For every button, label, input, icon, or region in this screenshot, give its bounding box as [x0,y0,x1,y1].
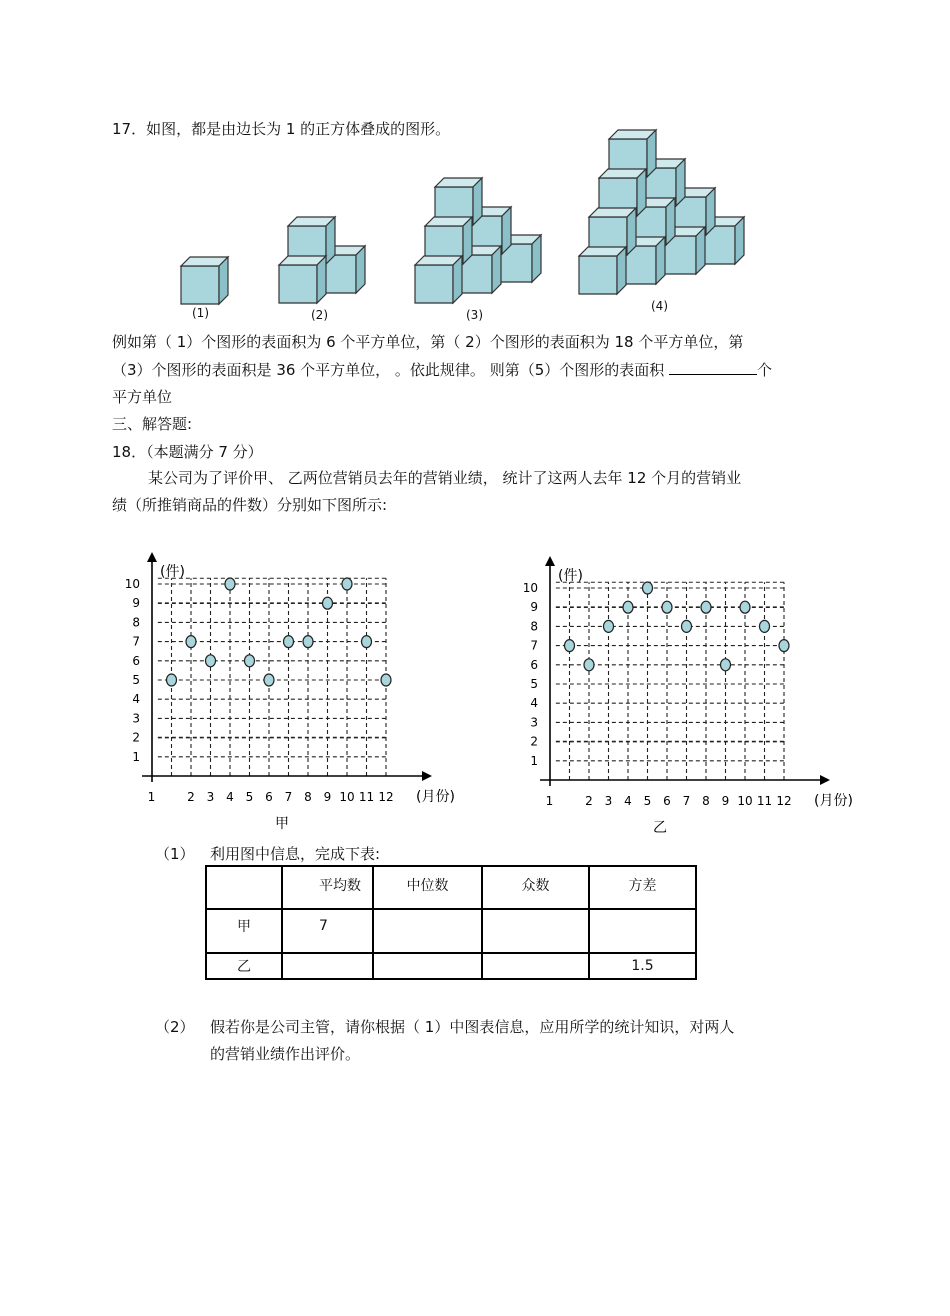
x-tick-label: 5 [245,790,254,804]
part2-number: （2） [155,1018,195,1036]
data-point [643,582,653,594]
y-tick-label: 6 [132,653,140,668]
q17-line1: 例如第（ 1）个图形的表面积为 6 个平方单位，第（ 2）个图形的表面积为 18 个平方单位，第 [112,333,744,351]
x-tick-label: 6 [265,790,273,804]
x-tick-label: 2 [187,790,195,804]
header-mode: 众数 [482,866,589,909]
x-tick-label: 7 [284,790,293,804]
x-tick-label: 10 [737,794,753,808]
chart-title: 乙 [653,820,667,836]
x-tick-label: 4 [624,794,632,808]
data-point [760,620,770,632]
y-tick-label: 6 [530,657,538,672]
x-tick-label: 9 [323,790,332,804]
x-tick-label: 9 [721,794,730,808]
q17-line2-unit: 个 [757,361,773,379]
header-median: 中位数 [373,866,482,909]
data-point [323,597,333,609]
figure-label-2: (2) [311,308,328,322]
part1-number: （1） [155,845,195,863]
x-axis-label: (月份) [416,789,455,805]
q17-line2 [112,359,772,380]
data-point [342,578,352,590]
row-yi-label: 乙 [206,953,282,979]
data-point [206,655,216,667]
x-tick-label: 3 [206,790,215,804]
data-point [245,655,255,667]
data-point [565,640,575,652]
data-point [264,674,274,686]
data-point [662,601,672,613]
section-heading: 三、解答题: [112,415,193,433]
y-tick-label: 5 [530,677,538,691]
chart-title: 甲 [275,816,289,832]
q17-line2-text: （3）个图形的表面积是 36 个平方单位， 。依此规律。 则第（5）个图形的表面积 [112,361,665,379]
row-jia-mode[interactable] [482,909,589,953]
row-jia-median[interactable] [373,909,482,953]
y-tick-label: 9 [132,596,140,611]
y-tick-label: 1 [132,749,140,764]
figure-label-3: (3) [466,308,483,322]
y-tick-label: 4 [132,692,140,707]
data-point [303,636,313,648]
part2-text2: 的营销业绩作出评价。 [210,1045,361,1063]
cube-figure-3 [415,178,541,303]
data-point [623,601,633,613]
x-axis-arrow [422,771,432,781]
x-tick-label: 12 [776,794,792,808]
y-tick-label: 8 [132,615,140,630]
chart-jia [0,540,480,840]
header-variance: 方差 [589,866,696,909]
y-tick-label: 7 [132,634,140,649]
y-tick-label: 9 [530,600,538,615]
data-point [740,601,750,613]
x-tick-label: 5 [643,794,652,808]
x-axis-label: (月份) [814,793,853,809]
cube-figure-4 [579,130,744,294]
x-tick-label: 11 [756,794,773,808]
figure-label-4: (4) [651,299,668,313]
cube-figures [0,0,950,330]
figure-label-1: (1) [192,306,209,320]
chart-yi [480,540,950,840]
x-tick-label: 1 [545,794,554,808]
data-point [721,659,731,671]
data-point [682,620,692,632]
part2-text1: 假若你是公司主管，请你根据（ 1）中图表信息，应用所学的统计知识，对两人 [210,1018,735,1036]
x-tick-label: 3 [604,794,613,808]
q18-p2: 绩（所推销商品的件数）分别如下图所示: [112,496,388,514]
x-tick-label: 11 [358,790,375,804]
x-tick-label: 12 [378,790,394,804]
row-yi-median[interactable] [373,953,482,979]
y-tick-label: 7 [530,638,538,653]
data-point [584,659,594,671]
y-tick-label: 3 [530,715,538,730]
x-tick-label: 10 [339,790,355,804]
data-point [362,636,372,648]
y-tick-label: 1 [530,753,538,768]
y-tick-label: 2 [132,730,140,745]
q17-line3: 平方单位 [112,388,173,406]
q17-stem: 17．如图，都是由边长为 1 的正方体叠成的图形。 [112,120,451,138]
row-yi-mode[interactable] [482,953,589,979]
q18-head: 18．（本题满分 7 分） [112,443,263,461]
data-point [381,674,391,686]
data-point [186,636,196,648]
data-point [225,578,235,590]
q18-p1: 某公司为了评价甲、 乙两位营销员去年的营销业绩， 统计了这两人去年 12 个月的营销业 [148,469,742,487]
x-tick-label: 8 [304,790,312,804]
x-tick-label: 6 [663,794,671,808]
x-tick-label: 1 [147,790,156,804]
y-tick-label: 2 [530,734,538,749]
y-tick-label: 3 [132,711,140,726]
header-blank [206,866,282,909]
x-axis-arrow [820,775,830,785]
cube-figure-2 [279,217,365,303]
x-tick-label: 7 [682,794,691,808]
part1-text: 利用图中信息，完成下表: [210,845,381,863]
y-tick-label: 10 [522,581,538,595]
row-jia-variance[interactable] [589,909,696,953]
row-jia-label: 甲 [206,909,282,953]
x-tick-label: 4 [226,790,234,804]
y-tick-label: 4 [530,696,538,711]
y-axis-arrow [545,556,555,566]
y-tick-label: 10 [124,577,140,591]
y-tick-label: 8 [530,619,538,634]
row-jia-mean[interactable]: 7 [282,909,373,953]
y-tick-label: 5 [132,673,140,687]
row-yi-mean[interactable] [282,953,373,979]
x-tick-label: 8 [702,794,710,808]
data-point [284,636,294,648]
y-axis-arrow [147,552,157,562]
header-mean: 平均数 [282,866,373,909]
data-point [779,640,789,652]
y-axis-label: (件) [558,568,583,584]
data-point [167,674,177,686]
data-point [701,601,711,613]
cube-figure-1 [181,257,228,304]
answer-blank[interactable] [669,360,757,375]
row-yi-variance[interactable]: 1.5 [589,953,696,979]
stats-table [205,865,697,980]
x-tick-label: 2 [585,794,593,808]
y-axis-label: (件) [160,564,185,580]
data-point [604,620,614,632]
